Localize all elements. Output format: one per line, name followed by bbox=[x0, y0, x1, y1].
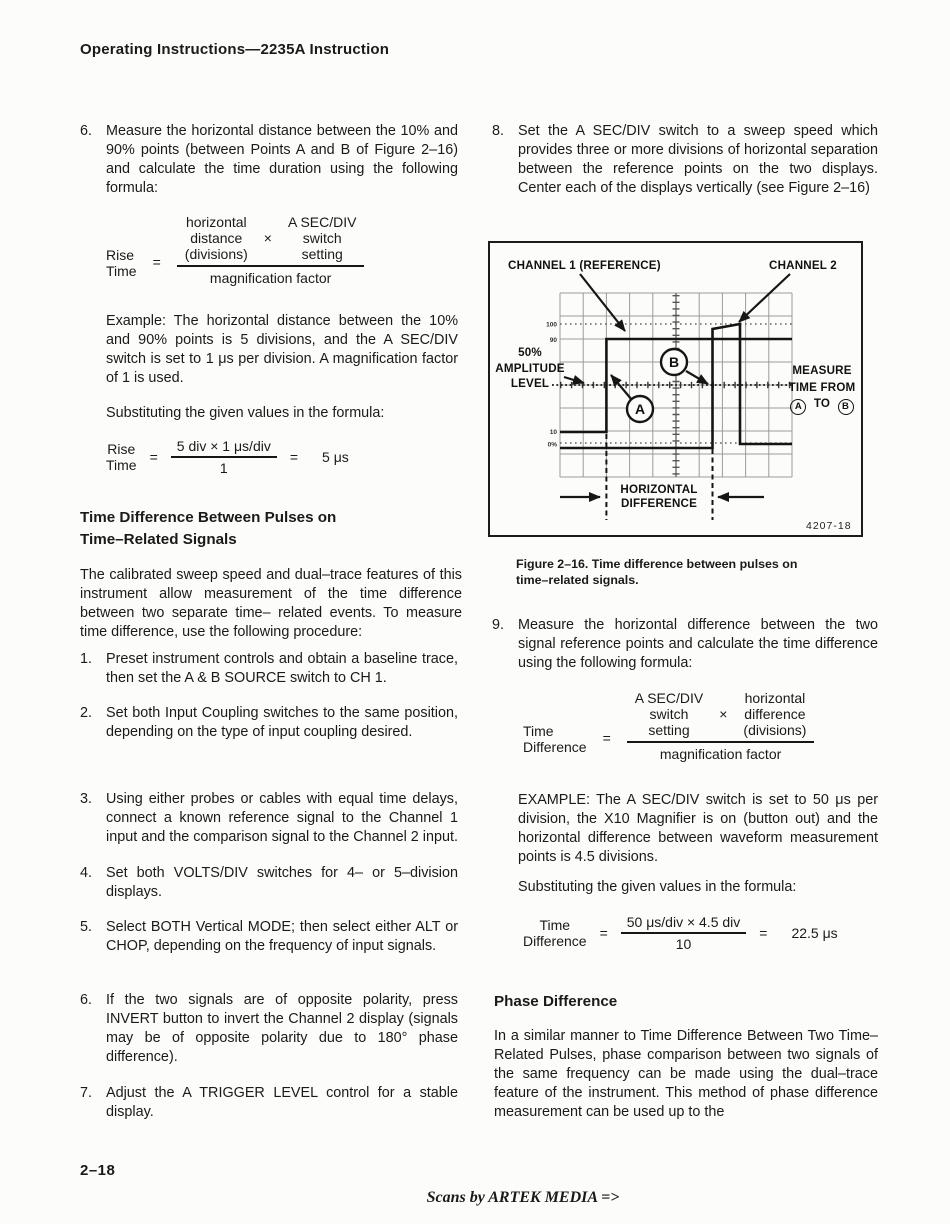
equals-sign: = bbox=[599, 925, 608, 941]
formula-result: 5 μs bbox=[322, 449, 349, 465]
item-number: 6. bbox=[80, 123, 93, 139]
channel2-label: CHANNEL 2 bbox=[769, 259, 837, 272]
numerator-term: horizontal distance (divisions) bbox=[184, 214, 248, 262]
list-item-5: 5. Select BOTH Vertical MODE; then select either ALT or CHOP, depending on the frequency of input signals. bbox=[80, 919, 458, 954]
formula-label: Rise Time bbox=[106, 441, 137, 473]
section-heading: Time Difference Between Pulses on Time–Related Signals bbox=[80, 509, 337, 548]
figure-2-16 bbox=[488, 241, 863, 537]
phase-difference-heading: Phase Difference bbox=[494, 993, 618, 1010]
svg-text:100: 100 bbox=[546, 321, 557, 329]
numerator-term: horizontal difference (divisions) bbox=[743, 690, 807, 738]
formula-result: 22.5 μs bbox=[791, 925, 838, 941]
page-number: 2–18 bbox=[80, 1162, 116, 1179]
circled-a: A bbox=[790, 399, 806, 415]
circled-b: B bbox=[838, 399, 854, 415]
list-item-3: 3. Using either probes or cables with equal time delays, connect a known reference signal to the Channel 1 input and the comparison signal to the Channel 2 input. bbox=[80, 791, 459, 845]
page-header: Operating Instructions—2235A Instruction bbox=[80, 41, 390, 58]
channel2-arrow bbox=[739, 274, 790, 322]
figure-caption: Figure 2–16. Time difference between pulses on time–related signals. bbox=[516, 557, 798, 587]
amplitude-arrow bbox=[564, 377, 584, 383]
equals-sign: = bbox=[152, 254, 161, 270]
measure-label: MEASURE TIME FROM A TO B bbox=[776, 363, 868, 415]
numerator: 50 μs/div × 4.5 div bbox=[621, 914, 747, 934]
formula-label: Time Difference bbox=[523, 917, 587, 949]
list-item-8: 8. Set the A SEC/DIV switch to a sweep speed which provides three or more divisions of horizontal separation between the reference points on the two displays. Center each of the displays vertically (see Figure 2–16) bbox=[492, 123, 878, 196]
horizontal-difference-label: HORIZONTAL DIFFERENCE bbox=[620, 483, 698, 510]
denominator: magnification factor bbox=[659, 746, 782, 762]
channel1-arrow bbox=[580, 274, 625, 331]
fraction bbox=[171, 438, 277, 476]
amplitude-label: 50% AMPLITUDE LEVEL bbox=[495, 346, 565, 390]
phase-paragraph: In a similar manner to Time Difference Between Two Time–Related Pulses, phase comparison between two signals of the same frequency can be made using the dual–trace feature of the instrument. This method of phase difference measurement can be used up to the bbox=[494, 1028, 878, 1120]
list-item-2: 2. Set both Input Coupling switches to the same position, depending on the type of input coupling desired. bbox=[80, 705, 458, 740]
formula-label: Time Difference bbox=[523, 723, 587, 755]
times-sign: × bbox=[719, 706, 728, 722]
denominator: 10 bbox=[675, 936, 692, 952]
svg-text:10: 10 bbox=[549, 429, 557, 436]
numerator-term: A SEC/DIV switch setting bbox=[634, 690, 704, 738]
times-sign: × bbox=[263, 230, 272, 246]
equals-sign: = bbox=[602, 730, 611, 746]
svg-text:90: 90 bbox=[549, 337, 557, 344]
channel1-label: CHANNEL 1 (REFERENCE) bbox=[508, 259, 661, 272]
numerator-term: A SEC/DIV switch setting bbox=[287, 214, 357, 262]
equals-sign: = bbox=[759, 925, 768, 941]
fraction bbox=[627, 690, 815, 762]
rise-time-example-formula bbox=[106, 438, 349, 476]
formula-label: Rise Time bbox=[106, 247, 137, 279]
point-a-arrow bbox=[611, 375, 632, 400]
item-text: Measure the horizontal distance between the 10% and 90% points (between Points A and B of Figure 2–16) and calculate the time duration using the following formula: bbox=[106, 123, 458, 196]
list-item-4: 4. Set both VOLTS/DIV switches for 4– or 5–division displays. bbox=[80, 865, 458, 900]
equals-sign: = bbox=[149, 449, 158, 465]
denominator: magnification factor bbox=[209, 270, 332, 286]
intro-paragraph: The calibrated sweep speed and dual–trace features of this instrument allow measurement of the time difference between two separate time– related events. To measure time difference, use the following procedure: bbox=[80, 567, 462, 640]
list-item-6 bbox=[80, 122, 458, 198]
time-difference-example-formula bbox=[523, 914, 838, 952]
rise-time-formula bbox=[106, 214, 364, 286]
svg-text:0%: 0% bbox=[547, 441, 557, 449]
substituting-line: Substituting the given values in the formula: bbox=[106, 405, 385, 421]
scan-credit: Scans by ARTEK MEDIA => bbox=[426, 1189, 620, 1206]
numerator: 5 div × 1 μs/div bbox=[171, 438, 277, 458]
example-paragraph: Example: The horizontal distance between the 10% and 90% points is 5 divisions, and the A SEC/DIV switch is set to 1 μs per division. A magnification factor of 1 is used. bbox=[106, 313, 458, 386]
measure-points-line: A TO B bbox=[776, 396, 868, 415]
substituting-line: Substituting the given values in the formula: bbox=[518, 879, 797, 895]
svg-text:B: B bbox=[668, 354, 680, 370]
figure-code: 4207-18 bbox=[806, 520, 852, 532]
denominator: 1 bbox=[219, 460, 228, 476]
equals-sign: = bbox=[289, 449, 299, 465]
example-paragraph: EXAMPLE: The A SEC/DIV switch is set to 50 μs per division, the X10 Magnifier is on (button out) and the horizontal difference between waveform measurement points is 4.5 divisions. bbox=[518, 792, 878, 865]
svg-text:A: A bbox=[634, 401, 646, 417]
fraction bbox=[621, 914, 747, 952]
list-item-9: 9. Measure the horizontal difference between the two signal reference points and calculate the time difference using the following formula: bbox=[492, 617, 878, 671]
list-item-7: 7. Adjust the A TRIGGER LEVEL control for a stable display. bbox=[80, 1085, 458, 1120]
point-b-arrow bbox=[686, 371, 708, 384]
fraction bbox=[177, 214, 365, 286]
list-item-1: 1. Preset instrument controls and obtain a baseline trace, then set the A & B SOURCE switch to CH 1. bbox=[80, 651, 458, 686]
time-difference-formula bbox=[523, 690, 814, 762]
list-item-6b: 6. If the two signals are of opposite polarity, press INVERT button to invert the Channel 2 display (signals may be of opposite polarity due to 180° phase difference). bbox=[80, 992, 458, 1065]
